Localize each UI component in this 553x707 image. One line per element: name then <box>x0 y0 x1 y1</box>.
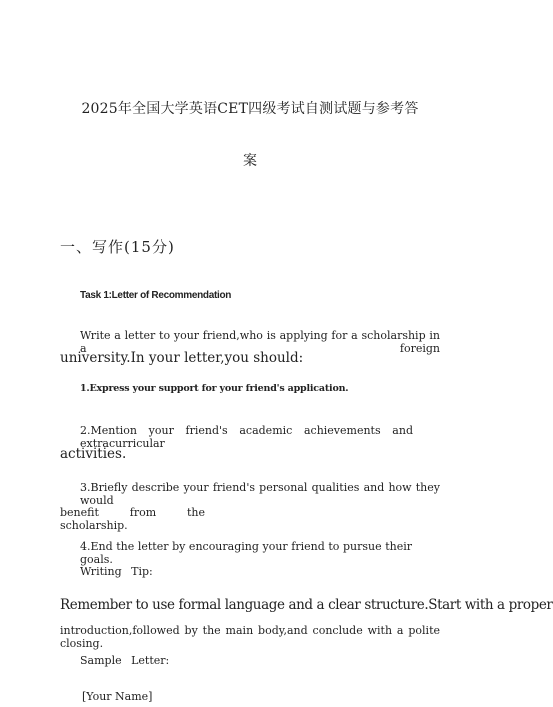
point-3-line2: benefit from the scholarship. <box>60 506 205 532</box>
point-1: 1.Express your support for your friend's application. <box>80 383 349 394</box>
writing-tip-label: Writing Tip: <box>80 565 153 578</box>
section-heading: 一、写作(15分) <box>60 238 175 256</box>
task-title: Task 1:Letter of Recommendation <box>80 290 232 301</box>
point-4: 4.End the letter by encouraging your friend to pursue their goals. <box>80 540 412 566</box>
prompt-line2: university.In your letter,you should: <box>60 350 304 366</box>
tip-line2: introduction,followed by the main body,and conclude with a polite closing. <box>60 624 440 650</box>
point-2-line2: activities. <box>60 446 127 462</box>
point-2-line1: 2.Mention your friend's academic achievements and extracurricular <box>80 424 413 450</box>
document-title-line1: 2025年全国大学英语CET四级考试自测试题与参考答 <box>81 101 419 117</box>
prompt-line1: Write a letter to your friend,who is applying for a scholarship in a foreign <box>80 329 440 355</box>
point-3-line1: 3.Briefly describe your friend's personal qualities and how they would <box>80 481 440 507</box>
document-title-line2: 案 <box>243 153 257 169</box>
sample-label: Sample Letter: <box>80 654 170 667</box>
tip-line1: Remember to use formal language and a clear structure.Start with a proper <box>60 597 553 613</box>
your-name-placeholder: [Your Name] <box>82 690 153 703</box>
